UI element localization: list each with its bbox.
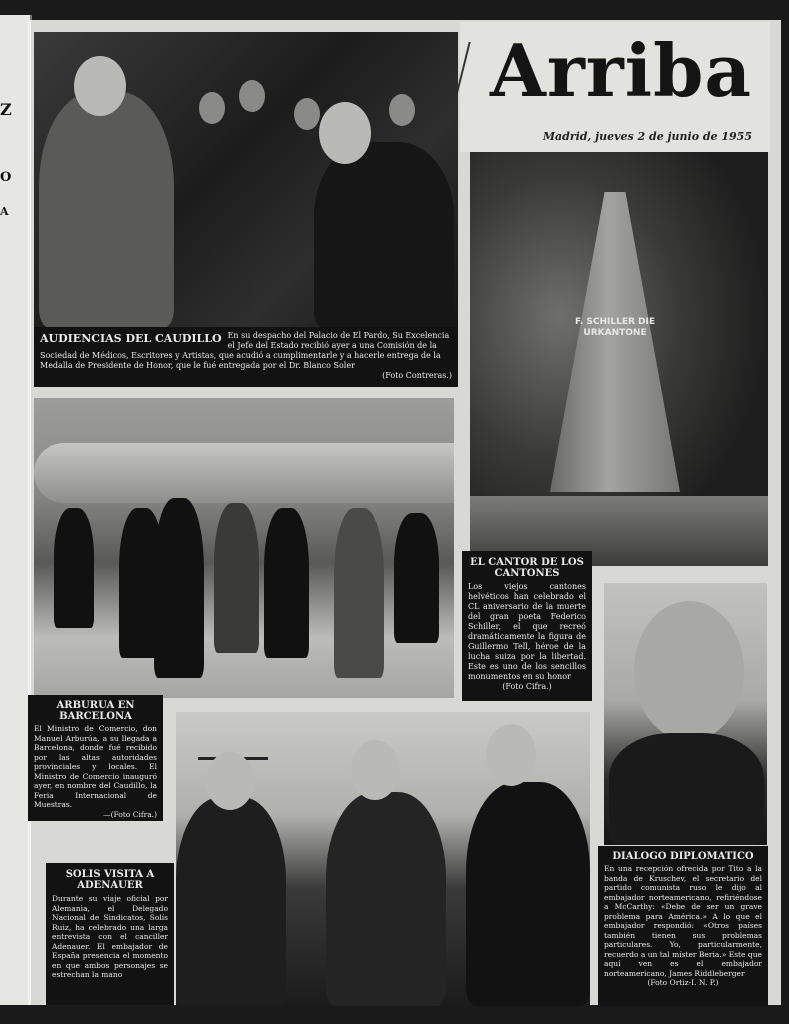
- caption-cantor: [462, 551, 592, 701]
- caption-text: El Ministro de Comercio, don Manuel Arburúa, a su llegada a Barcelona, donde fué recibido por las altas autoridades provinciales y locales. El Ministro de Comercio inauguró ayer, en nombre del Caudillo, la Feria Internacional de Muestras.: [34, 724, 157, 809]
- figure-head: [74, 56, 126, 116]
- photo-credit: (Foto Ortiz-I. N. P.): [647, 978, 719, 987]
- masthead-dateline: Madrid, jueves 2 de junio de 1955: [542, 130, 752, 143]
- figure-head: [206, 752, 254, 810]
- caption-title: ARBURUA EN BARCELONA: [56, 700, 135, 722]
- caption-title: AUDIENCIAS DEL CAUDILLO: [40, 332, 222, 345]
- figure: [176, 797, 286, 1006]
- photo-riddleberger: [604, 583, 767, 845]
- caption-text: En una recepción ofrecida por Tito a la banda de Kruschev, el secretario del partido comunista ruso le dijo al embajador norteamericano, refiriéndose a McCarthy: «Debe de ser un grave problema para América.» A lo que el embajador respondió: «Otros países también tienen sus problemas particulares. Yo, particularmente, recuerdo a un tal míster Beria.» Este que aquí ven es el embajador norteamericano, James Riddleberger: [604, 864, 762, 978]
- figure: [326, 792, 446, 1006]
- caption-text: Los viejos cantones helvéticos han celebrado el CL aniversario de la muerte del gran poeta Federico Schiller, el que recreó dramáticamente la figura de Guillermo Tell, héroe de la lucha suiza por la libertad. Este es uno de los sencillos monumentos en su honor: [468, 582, 586, 681]
- figure-head: [634, 601, 744, 741]
- figure: [39, 92, 174, 328]
- caption-arburua: [28, 695, 163, 821]
- caption-title: DIALOGO DIPLOMATICO: [612, 851, 754, 862]
- figure: [609, 733, 764, 845]
- caption-dialogo: [598, 846, 768, 1006]
- caption-text: En su despacho del Palacio de El Pardo, Su Excelencia el Jefe del Estado recibió ayer a una Comisión de la Sociedad de Médicos, Escritores y Artistas, que acudió a cumplimentarle y a hacerle entrega de la Medalla de Presidente de Honor, que le fué entregada por el Dr. Blanco Soler: [40, 331, 450, 370]
- photo-solis-adenauer: [176, 712, 590, 1006]
- photo-arburua: [34, 398, 454, 698]
- figure: [154, 498, 204, 678]
- figure: [264, 508, 309, 658]
- caption-title: SOLIS VISITA A ADENAUER: [65, 869, 155, 891]
- strip-letter: Z: [0, 100, 12, 119]
- photo-schiller-monument: [470, 152, 768, 566]
- figure-head: [319, 102, 371, 164]
- caption-audiencias: [34, 327, 458, 387]
- photo-credit: (Foto Contreras.): [382, 371, 452, 380]
- monument-stone: [550, 192, 680, 492]
- caption-solis: [46, 863, 174, 1005]
- figure-head: [239, 80, 265, 112]
- figure: [214, 503, 259, 653]
- figure-head: [294, 98, 320, 130]
- masthead: [460, 22, 770, 152]
- photo-audiencias: [34, 32, 458, 328]
- figure-head: [199, 92, 225, 124]
- monument-inscription: F. SCHILLER DIE URKANTONE: [575, 317, 655, 338]
- airplane: [34, 443, 454, 503]
- masthead-title: Arriba: [490, 28, 753, 113]
- figure: [314, 142, 454, 328]
- photo-credit: (Foto Cifra.): [502, 682, 552, 691]
- figure-head: [486, 724, 536, 786]
- figure-head: [351, 740, 399, 800]
- strip-letter: O: [0, 170, 12, 185]
- figure: [466, 782, 590, 1006]
- strip-letter: A: [0, 205, 9, 218]
- figure-head: [389, 94, 415, 126]
- photo-credit: —(Foto Cifra.): [103, 809, 157, 819]
- figure: [54, 508, 94, 628]
- caption-title: EL CANTOR DE LOS CANTONES: [470, 557, 584, 579]
- figure: [334, 508, 384, 678]
- figure: [394, 513, 439, 643]
- caption-text: Durante su viaje oficial por Alemania, el Delegado Nacional de Sindicatos, Solís Ruiz, ha celebrado una larga entrevista con el canciller Adenauer. El embajador de España presencia el momento en que ambos personajes se estrechan la mano: [52, 894, 168, 979]
